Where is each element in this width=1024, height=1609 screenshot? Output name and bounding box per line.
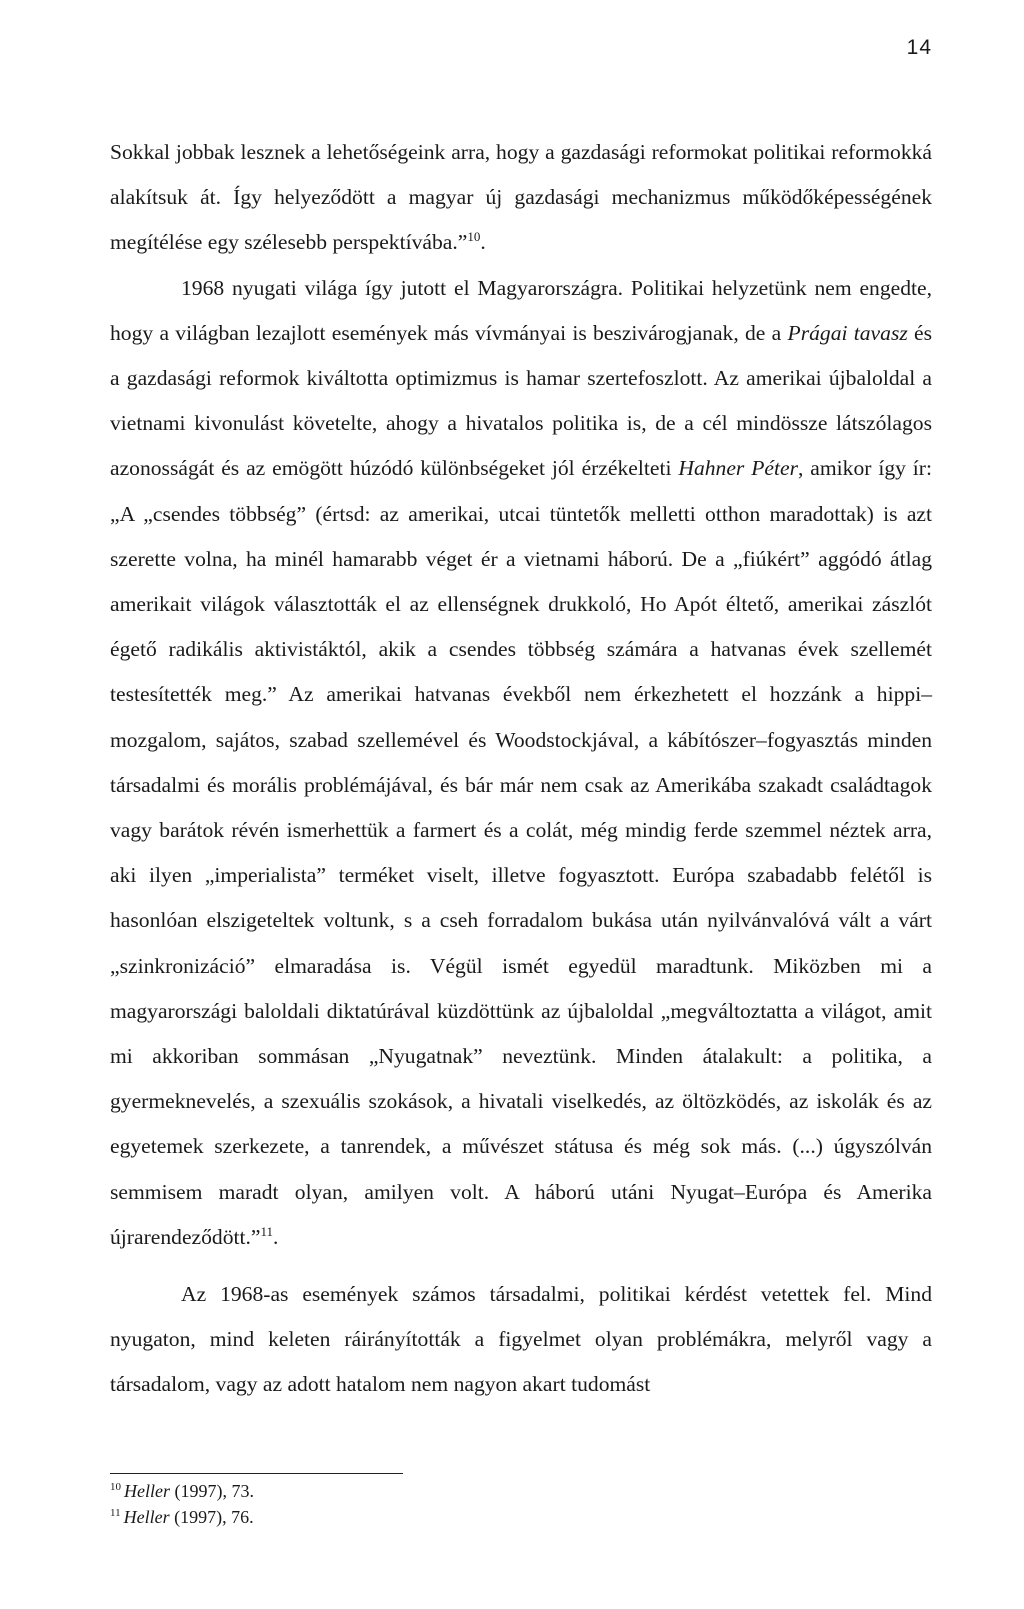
paragraph xyxy=(110,266,932,1260)
page-number: 14 xyxy=(906,36,932,59)
text-run: 1968 nyugati világa így jutott el Magyarországra. Politikai helyzetünk nem engedte, hogy a világban lezajlott események más vívmányai is beszivárogjanak, de a xyxy=(110,275,932,345)
footnotes xyxy=(110,1478,710,1530)
footnote-citation: (1997), 76. xyxy=(169,1507,254,1527)
text-run: Az 1968-as események számos társadalmi, politikai kérdést vetettek fel. Mind nyugaton, mind keleten ráirányították a figyelmet olyan problémákra, melyről vagy a társadalom, vagy az adott hatalom nem nagyon akart tudomást xyxy=(110,1282,932,1397)
paragraph xyxy=(110,1272,932,1408)
footnote xyxy=(110,1478,710,1504)
footnote-author: Heller xyxy=(123,1507,170,1527)
text-run: , amikor így ír: „A „csendes többség” (értsd: az amerikai, utcai tüntetők melletti otthon maradottak) is azt szerette volna, ha minél hamarabb véget ér a vietnami háború. De a „fiúkért” aggódó átlag amerikait világok választották el az ellenségnek drukkoló, Ho Apót éltető, amerikai zászlót égető radikális aktivistáktól, akik a csendes többség számára a hatvanas évek szellemét testesítették meg.” Az amerikai hatvanas évekből nem érkezhetett el hozzánk a hippi–mozgalom, sajátos, szabad szellemével és Woodstockjával, a kábítószer–fogyasztás minden társadalmi és morális problémájával, és bár már nem csak az Amerikába szakadt családtagok vagy barátok révén ismerhettük a farmert és a colát, még mindig ferde szemmel néztek arra, aki ilyen „imperialista” terméket viselt, illetve fogyasztott. Európa szabadabb felétől is hasonlóan elszigeteltek voltunk, s a cseh forradalom bukása után nyilvánvalóvá vált a várt „szinkronizáció” elmaradása is. Végül ismét egyedül maradtunk. Miközben mi a magyarországi baloldali diktatúrával küzdöttünk az újbaloldal „megváltoztatta a világot, amit mi akkoriban sommásan „Nyugatnak” neveztünk. Minden átalakult: a politika, a gyermeknevelés, a szexuális szokások, a hivatali viselkedés, az öltözködés, az iskolák és az egyetemek szerkezete, a tanrendek, a művészet státusa és még sok más. (...) úgyszólván semmisem maradt olyan, amilyen volt. A háború utáni Nyugat–Európa és Amerika újrarendeződött.” xyxy=(110,456,932,1249)
text-run: . xyxy=(480,230,486,255)
text-run: Sokkal jobbak lesznek a lehetőségeink arra, hogy a gazdasági reformokat politikai reformokká alakítsuk át. Így helyeződött a magyar új gazdasági mechanizmus működőképességének megítélése egy szélesebb perspektívába.” xyxy=(110,140,932,255)
footnote-author: Heller xyxy=(124,1481,170,1501)
footnote-separator xyxy=(110,1473,403,1474)
footnote-reference: 11 xyxy=(260,1223,274,1239)
footnote-citation: (1997), 73. xyxy=(169,1481,254,1501)
footnote-reference: 10 xyxy=(467,229,481,245)
text-run: és a gazdasági reformok kiváltotta optimizmus is hamar szertefoszlott. Az amerikai újbaloldal a vietnami kivonulást követelte, ahogy a hivatalos politika is, de a cél mindössze látszólagos azonosságát és az emögött húzódó különbségeket jól érzékelteti xyxy=(110,320,933,481)
italic-name: Prágai tavasz xyxy=(787,320,908,345)
paragraph xyxy=(110,130,932,266)
italic-name: Hahner Péter xyxy=(678,456,798,481)
body-text xyxy=(110,130,932,1408)
text-run: . xyxy=(273,1224,279,1249)
footnote xyxy=(110,1504,710,1530)
footnote-number: 10 xyxy=(110,1481,121,1493)
footnote-number: 11 xyxy=(110,1507,121,1519)
